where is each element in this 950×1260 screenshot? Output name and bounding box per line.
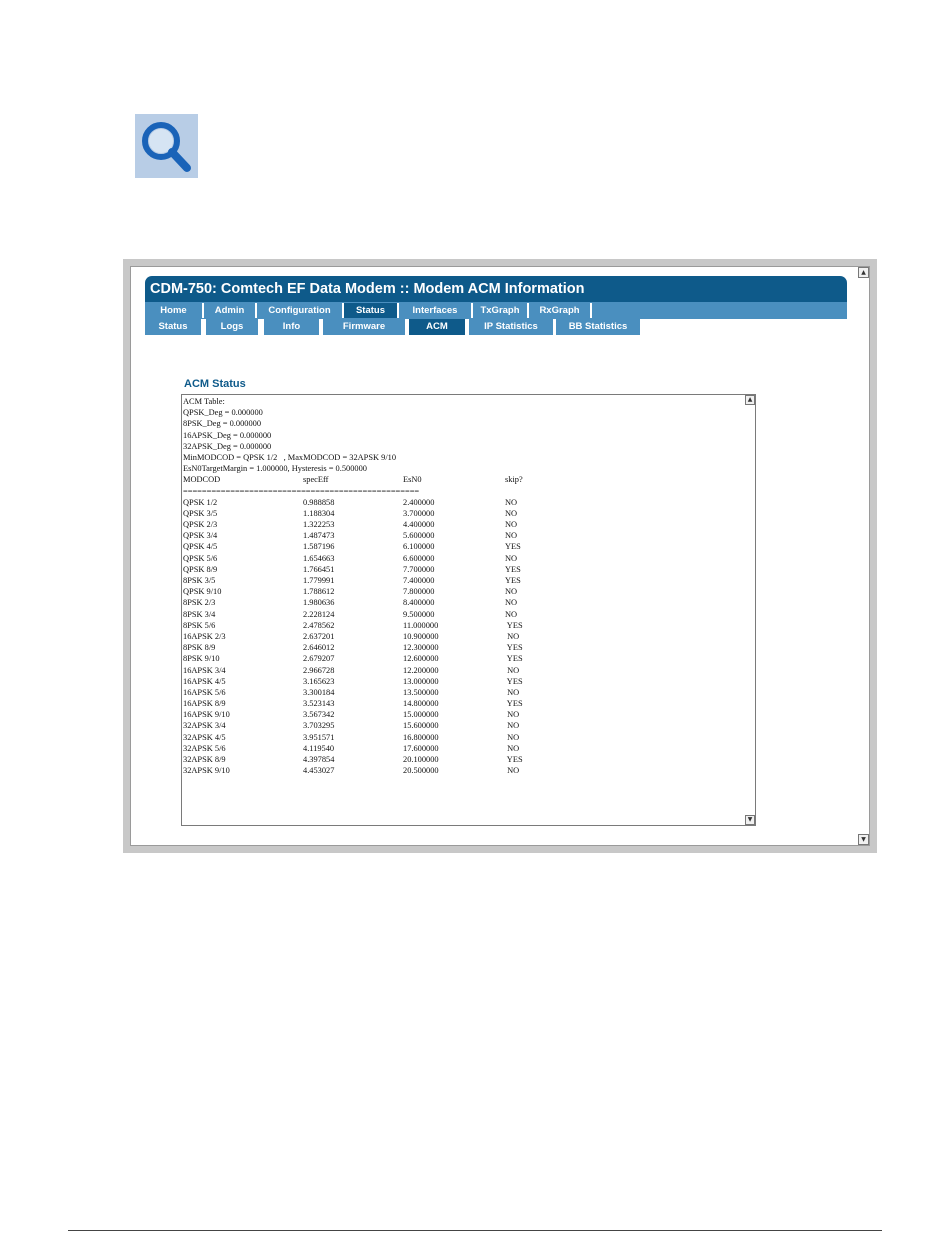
- table-cell: 1.980636: [303, 598, 335, 608]
- subtab-info[interactable]: Info: [264, 319, 319, 335]
- table-cell: YES: [505, 699, 523, 709]
- table-cell: YES: [505, 620, 523, 630]
- table-cell: 1.188304: [303, 508, 335, 518]
- table-row: [183, 642, 743, 653]
- table-cell: 2.637201: [303, 631, 335, 641]
- table-cell: 16APSK 8/9: [183, 699, 226, 709]
- table-cell: NO: [505, 665, 520, 675]
- table-cell: 9.500000: [403, 609, 435, 619]
- table-cell: 8PSK 3/5: [183, 576, 216, 585]
- table-cell: QPSK 5/6: [183, 553, 218, 563]
- tab-admin[interactable]: Admin: [204, 303, 257, 318]
- table-cell: 32APSK 4/5: [183, 732, 226, 742]
- table-cell: NO: [505, 687, 520, 697]
- table-cell: YES: [505, 542, 521, 552]
- table-cell: 4.119540: [303, 743, 335, 753]
- table-cell: 1.322253: [303, 520, 335, 530]
- column-header: skip?: [505, 475, 523, 485]
- table-cell: NO: [505, 531, 518, 541]
- table-row: [183, 541, 743, 552]
- table-cell: YES: [505, 643, 523, 653]
- table-cell: 1.779991: [303, 576, 335, 585]
- table-row: [183, 575, 743, 586]
- table-cell: 8PSK 8/9: [183, 643, 216, 653]
- table-cell: 3.703295: [303, 721, 335, 731]
- table-row: [183, 676, 743, 687]
- table-cell: 32APSK 8/9: [183, 755, 226, 764]
- table-cell: 16APSK 9/10: [183, 710, 230, 720]
- tab-configuration[interactable]: Configuration: [257, 303, 344, 318]
- subtab-ip-statistics[interactable]: IP Statistics: [469, 319, 553, 335]
- table-cell: NO: [505, 508, 518, 518]
- table-cell: 2.679207: [303, 654, 335, 664]
- table-cell: QPSK 3/4: [183, 531, 218, 541]
- table-cell: 10.900000: [403, 631, 439, 641]
- table-cell: 8.400000: [403, 598, 435, 608]
- table-cell: 7.400000: [403, 576, 435, 585]
- table-cell: 20.100000: [403, 755, 439, 764]
- table-cell: 3.165623: [303, 676, 335, 686]
- table-cell: YES: [505, 676, 523, 686]
- table-cell: NO: [505, 587, 518, 597]
- table-cell: QPSK 9/10: [183, 587, 222, 597]
- table-cell: QPSK 2/3: [183, 520, 218, 530]
- secondary-nav: [145, 319, 847, 336]
- table-cell: 12.300000: [403, 643, 439, 653]
- table-cell: NO: [505, 520, 518, 530]
- table-row: [183, 508, 743, 519]
- table-cell: NO: [505, 553, 518, 563]
- table-cell: 32APSK 5/6: [183, 743, 226, 753]
- magnifier-icon: [135, 114, 198, 178]
- table-cell: QPSK 8/9: [183, 564, 218, 574]
- table-cell: YES: [505, 654, 523, 664]
- table-cell: 4.400000: [403, 520, 435, 530]
- table-cell: 1.788612: [303, 587, 335, 597]
- table-cell: 11.000000: [403, 620, 439, 630]
- acm-header-line: EsN0TargetMargin = 1.000000, Hysteresis = 0.500000: [183, 464, 367, 474]
- table-cell: NO: [505, 743, 520, 753]
- acm-header-line: 16APSK_Deg = 0.000000: [183, 430, 272, 440]
- subtab-bb-statistics[interactable]: BB Statistics: [556, 319, 640, 335]
- table-cell: 3.700000: [403, 508, 435, 518]
- acm-table-text: [183, 396, 743, 776]
- table-row: [183, 709, 743, 720]
- table-cell: 16APSK 4/5: [183, 676, 226, 686]
- table-row: [183, 564, 743, 575]
- table-row: [183, 732, 743, 743]
- table-cell: 2.228124: [303, 609, 335, 619]
- table-row: [183, 620, 743, 631]
- table-cell: 15.000000: [403, 710, 439, 720]
- table-cell: 1.487473: [303, 531, 335, 541]
- column-header: EsN0: [403, 475, 422, 485]
- table-cell: 7.700000: [403, 564, 435, 574]
- page-title: CDM-750: Comtech EF Data Modem :: Modem ACM Information: [145, 276, 847, 302]
- page-scroll-up-icon[interactable]: ▲: [858, 267, 869, 278]
- acm-header-line: MinMODCOD = QPSK 1/2 , MaxMODCOD = 32APSK 9/10: [183, 452, 397, 462]
- table-cell: 8PSK 9/10: [183, 654, 220, 664]
- table-cell: NO: [505, 766, 520, 776]
- tab-rxgraph[interactable]: RxGraph: [529, 303, 592, 318]
- table-cell: 17.600000: [403, 743, 439, 753]
- table-row: [183, 743, 743, 754]
- table-cell: 8PSK 5/6: [183, 620, 216, 630]
- table-cell: NO: [505, 497, 518, 507]
- tab-home[interactable]: Home: [145, 303, 204, 318]
- scroll-up-arrow-icon[interactable]: ▲: [745, 395, 755, 405]
- table-row: [183, 586, 743, 597]
- table-cell: 4.397854: [303, 755, 335, 764]
- table-cell: 2.478562: [303, 620, 335, 630]
- primary-nav: [145, 302, 847, 319]
- subtab-logs[interactable]: Logs: [206, 319, 258, 335]
- tab-status[interactable]: Status: [344, 303, 399, 318]
- table-cell: 13.500000: [403, 687, 439, 697]
- table-row: [183, 653, 743, 664]
- table-cell: 5.600000: [403, 531, 435, 541]
- table-cell: 3.300184: [303, 687, 335, 697]
- table-cell: 3.523143: [303, 699, 335, 709]
- acm-status-textarea[interactable]: [181, 394, 756, 826]
- acm-header-line: ACM Table:: [183, 397, 225, 406]
- subtab-firmware[interactable]: Firmware: [323, 319, 405, 335]
- table-cell: 2.400000: [403, 497, 435, 507]
- table-row: [183, 720, 743, 731]
- table-cell: 15.600000: [403, 721, 439, 731]
- table-cell: NO: [505, 631, 520, 641]
- subtab-status[interactable]: Status: [145, 319, 201, 335]
- page-scroll-down-icon[interactable]: ▼: [858, 834, 869, 845]
- table-cell: 2.646012: [303, 643, 335, 653]
- browser-frame: [123, 259, 877, 853]
- table-cell: 16.800000: [403, 732, 439, 742]
- table-row: [183, 631, 743, 642]
- page-scrollbar[interactable]: [858, 267, 869, 845]
- table-row: [183, 530, 743, 541]
- table-cell: 12.600000: [403, 654, 439, 664]
- table-cell: NO: [505, 598, 518, 608]
- table-row: [183, 665, 743, 676]
- table-cell: 16APSK 2/3: [183, 631, 226, 641]
- table-row: [183, 754, 743, 765]
- table-cell: 16APSK 5/6: [183, 687, 226, 697]
- table-cell: 1.654663: [303, 553, 335, 563]
- table-cell: YES: [505, 564, 521, 574]
- table-cell: 6.600000: [403, 553, 435, 563]
- acm-header-line: 8PSK_Deg = 0.000000: [183, 419, 262, 429]
- table-row: [183, 609, 743, 620]
- acm-column-headers: [183, 474, 743, 485]
- table-cell: 1.587196: [303, 542, 335, 552]
- table-cell: QPSK 4/5: [183, 542, 218, 552]
- table-cell: 0.988858: [303, 497, 335, 507]
- table-cell: 20.500000: [403, 766, 439, 776]
- table-cell: NO: [505, 721, 520, 731]
- table-cell: YES: [505, 755, 523, 764]
- table-cell: 7.800000: [403, 587, 435, 597]
- column-header: MODCOD: [183, 475, 221, 485]
- table-cell: QPSK 1/2: [183, 497, 218, 507]
- section-title: ACM Status: [184, 378, 246, 390]
- table-row: [183, 698, 743, 709]
- acm-header-line: 32APSK_Deg = 0.000000: [183, 441, 272, 451]
- textarea-scrollbar[interactable]: [745, 395, 755, 825]
- table-cell: 13.000000: [403, 676, 439, 686]
- table-row: [183, 519, 743, 530]
- table-cell: YES: [505, 576, 521, 585]
- table-cell: NO: [505, 710, 520, 720]
- table-cell: 6.100000: [403, 542, 435, 552]
- table-row: [183, 687, 743, 698]
- table-cell: 14.800000: [403, 699, 439, 709]
- table-cell: 32APSK 9/10: [183, 766, 230, 776]
- tab-interfaces[interactable]: Interfaces: [399, 303, 473, 318]
- table-cell: 8PSK 3/4: [183, 609, 216, 619]
- table-row: [183, 597, 743, 608]
- table-cell: 8PSK 2/3: [183, 598, 216, 608]
- acm-separator: ==================================================: [183, 486, 420, 496]
- tab-txgraph[interactable]: TxGraph: [473, 303, 529, 318]
- table-cell: QPSK 3/5: [183, 508, 218, 518]
- table-cell: 4.453027: [303, 766, 335, 776]
- browser-viewport: [130, 266, 870, 846]
- table-cell: 2.966728: [303, 665, 335, 675]
- table-cell: 32APSK 3/4: [183, 721, 226, 731]
- table-cell: NO: [505, 609, 518, 619]
- table-row: [183, 497, 743, 508]
- scroll-down-arrow-icon[interactable]: ▼: [745, 815, 755, 825]
- table-cell: 12.200000: [403, 665, 439, 675]
- table-cell: 3.951571: [303, 732, 335, 742]
- table-cell: 16APSK 3/4: [183, 665, 226, 675]
- table-cell: 3.567342: [303, 710, 335, 720]
- table-row: [183, 765, 743, 776]
- subtab-acm[interactable]: ACM: [409, 319, 465, 335]
- column-header: specEff: [303, 475, 329, 485]
- table-row: [183, 553, 743, 564]
- table-cell: NO: [505, 732, 520, 742]
- table-cell: 1.766451: [303, 564, 335, 574]
- acm-header-line: QPSK_Deg = 0.000000: [183, 408, 263, 418]
- footer-divider: [68, 1230, 882, 1231]
